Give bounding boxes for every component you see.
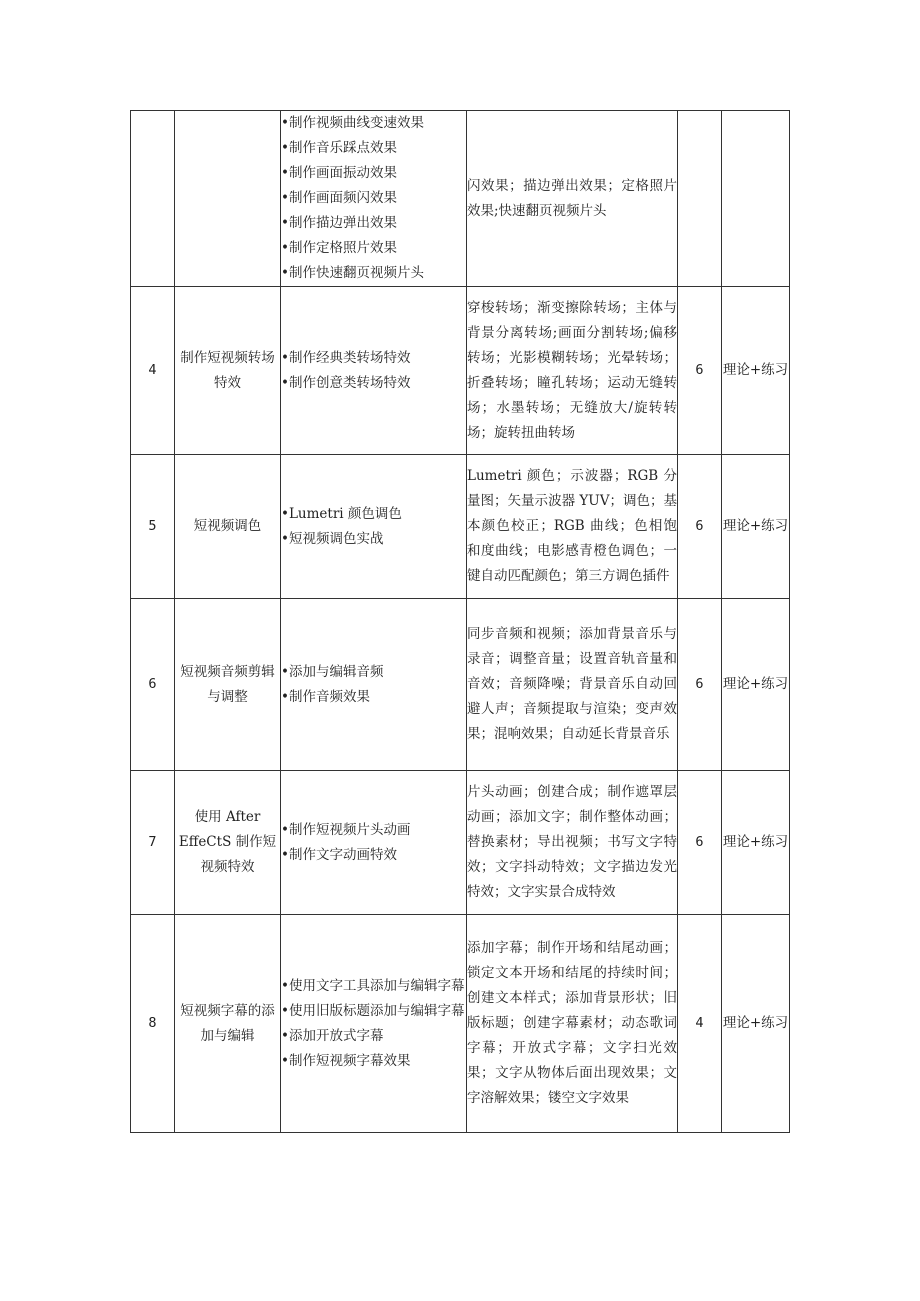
module-detail: Lumetri 颜色；示波器；RGB 分量图；矢量示波器 YUV；调色；基本颜色校正；RGB 曲线；色相饱和度曲线；电影感青橙色调色；一键自动匹配颜色；第三方调色插件 bbox=[467, 455, 678, 599]
module-title: 短视频字幕的添加与编辑 bbox=[175, 915, 281, 1133]
table-row bbox=[131, 287, 790, 455]
module-item: • 制作文字动画特效 bbox=[281, 843, 466, 868]
module-detail: 闪效果；描边弹出效果；定格照片效果;快速翻页视频片头 bbox=[467, 111, 678, 287]
module-hours: 6 bbox=[678, 455, 722, 599]
row-number: 8 bbox=[131, 915, 175, 1133]
module-item: • 使用文字工具添加与编辑字幕 bbox=[281, 974, 466, 999]
module-items bbox=[281, 915, 467, 1133]
module-items bbox=[281, 287, 467, 455]
row-number: 4 bbox=[131, 287, 175, 455]
module-mode bbox=[722, 111, 790, 287]
module-items bbox=[281, 599, 467, 771]
module-hours: 6 bbox=[678, 599, 722, 771]
course-schedule-table bbox=[130, 110, 790, 1133]
module-detail: 添加字幕；制作开场和结尾动画；锁定文本开场和结尾的持续时间；创建文本样式；添加背景形状；旧版标题；创建字幕素材；动态歌词字幕；开放式字幕；文字扫光效果；文字从物体后面出现效果；文字溶解效果；镂空文字效果 bbox=[467, 915, 678, 1133]
module-item: • 制作画面频闪效果 bbox=[281, 186, 466, 211]
module-title: 使用 After EffeCtS 制作短视频特效 bbox=[175, 771, 281, 915]
module-title bbox=[175, 111, 281, 287]
module-items bbox=[281, 771, 467, 915]
module-mode: 理论+练习 bbox=[722, 771, 790, 915]
module-title: 短视频音频剪辑与调整 bbox=[175, 599, 281, 771]
module-item: • 制作描边弹出效果 bbox=[281, 211, 466, 236]
table-row bbox=[131, 111, 790, 287]
module-detail: 同步音频和视频；添加背景音乐与录音；调整音量；设置音轨音量和音效；音频降噪；背景音乐自动回避人声；音频提取与渲染；变声效果；混响效果；自动延长背景音乐 bbox=[467, 599, 678, 771]
module-hours: 6 bbox=[678, 771, 722, 915]
module-title: 短视频调色 bbox=[175, 455, 281, 599]
module-item: • 制作音频效果 bbox=[281, 685, 466, 710]
module-item: • 制作短视频片头动画 bbox=[281, 818, 466, 843]
module-items bbox=[281, 455, 467, 599]
module-hours: 6 bbox=[678, 287, 722, 455]
module-item: • 制作经典类转场特效 bbox=[281, 346, 466, 371]
module-title: 制作短视频转场特效 bbox=[175, 287, 281, 455]
module-item: • 使用旧版标题添加与编辑字幕 bbox=[281, 999, 466, 1024]
module-item: • 制作短视频字幕效果 bbox=[281, 1049, 466, 1074]
module-item: • 添加开放式字幕 bbox=[281, 1024, 466, 1049]
module-items bbox=[281, 111, 467, 287]
module-item: • 制作定格照片效果 bbox=[281, 236, 466, 261]
module-hours bbox=[678, 111, 722, 287]
module-mode: 理论+练习 bbox=[722, 915, 790, 1133]
module-item: • 制作创意类转场特效 bbox=[281, 371, 466, 396]
module-item: • 短视频调色实战 bbox=[281, 527, 466, 552]
module-item: • 制作音乐踩点效果 bbox=[281, 136, 466, 161]
module-item: • Lumetri 颜色调色 bbox=[281, 502, 466, 527]
module-item: • 制作视频曲线变速效果 bbox=[281, 111, 466, 136]
module-detail: 穿梭转场；渐变擦除转场；主体与背景分离转场;画面分割转场;偏移转场；光影模糊转场；光晕转场；折叠转场；瞳孔转场；运动无缝转场；水墨转场；无缝放大/旋转转场；旋转扭曲转场 bbox=[467, 287, 678, 455]
module-item: • 制作画面振动效果 bbox=[281, 161, 466, 186]
row-number: 6 bbox=[131, 599, 175, 771]
table-row bbox=[131, 599, 790, 771]
module-item: • 添加与编辑音频 bbox=[281, 660, 466, 685]
module-mode: 理论+练习 bbox=[722, 455, 790, 599]
module-mode: 理论+练习 bbox=[722, 287, 790, 455]
module-hours: 4 bbox=[678, 915, 722, 1133]
table-row bbox=[131, 771, 790, 915]
row-number: 5 bbox=[131, 455, 175, 599]
table-row bbox=[131, 455, 790, 599]
module-detail: 片头动画；创建合成；制作遮罩层动画；添加文字；制作整体动画；替换素材；导出视频；书写文字特效；文字抖动特效；文字描边发光特效；文字实景合成特效 bbox=[467, 771, 678, 915]
module-item: • 制作快速翻页视频片头 bbox=[281, 261, 466, 286]
row-number bbox=[131, 111, 175, 287]
table-row bbox=[131, 915, 790, 1133]
row-number: 7 bbox=[131, 771, 175, 915]
module-mode: 理论+练习 bbox=[722, 599, 790, 771]
